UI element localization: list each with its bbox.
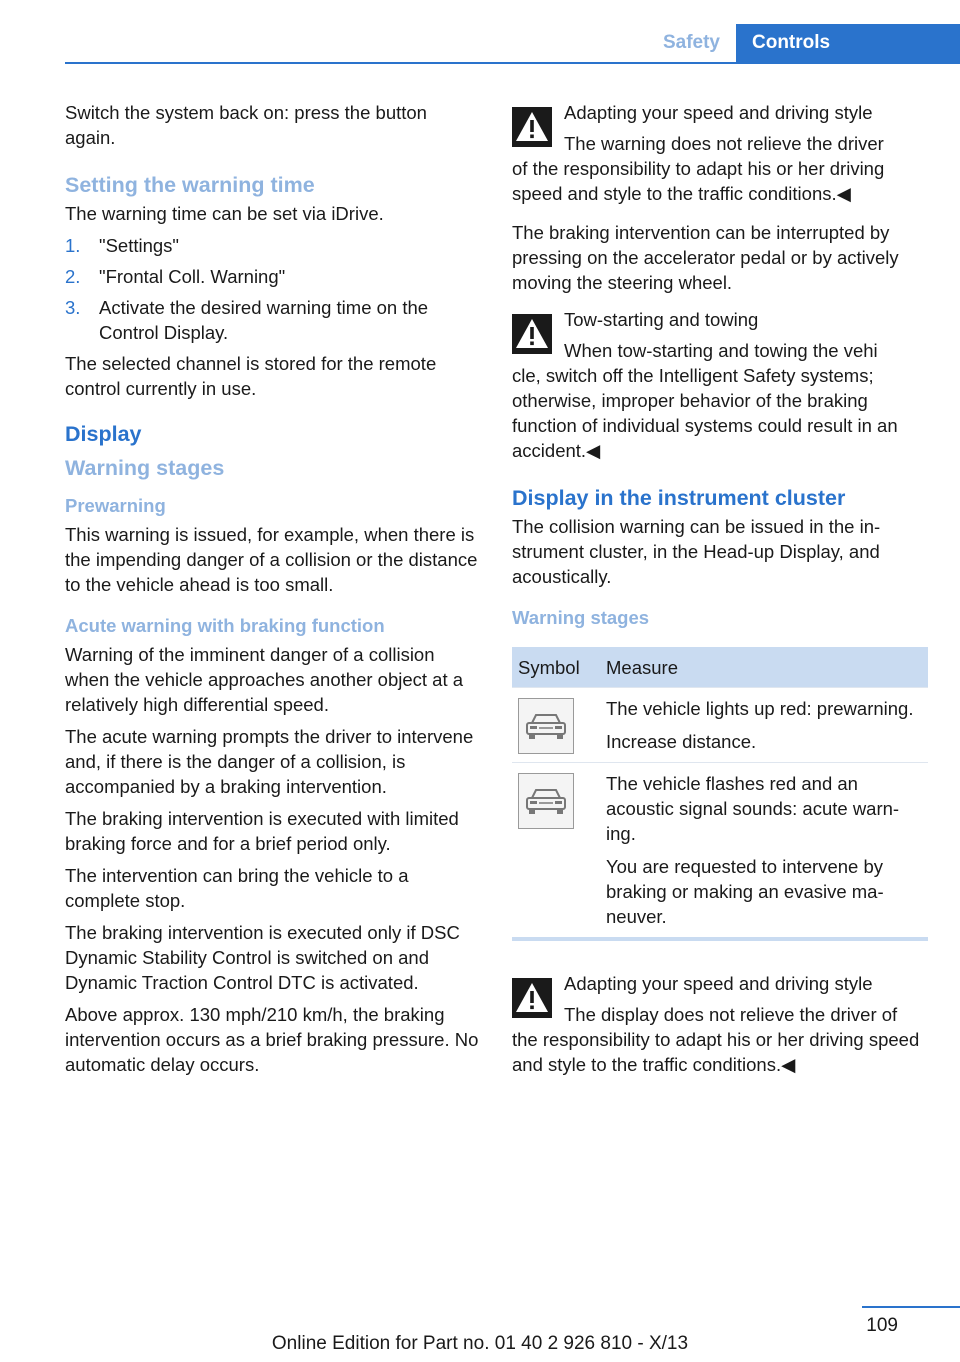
symbol-cell	[512, 688, 600, 763]
warning-first-line: When tow-starting and towing the vehi	[564, 340, 878, 361]
warning-note-head	[512, 307, 928, 363]
symbol-cell	[512, 763, 600, 940]
col-measure: Measure	[600, 647, 928, 688]
measure-text: You are requested to intervene by braking or making an evasive maneuver.	[606, 856, 884, 927]
warning-note-speed	[512, 100, 928, 206]
step-text: "Frontal Coll. Warning"	[99, 266, 286, 287]
measure-cell	[600, 688, 928, 763]
interrupt-text: The braking intervention can be interrupted by pressing on the accelerator pedal or by actively moving the steering wheel.	[512, 222, 899, 293]
tab-safety[interactable]: Safety	[662, 32, 720, 53]
warning-title: Adapting your speed and driving style	[564, 973, 873, 994]
warning-first-line: The display does not relieve the driver of	[564, 1004, 898, 1025]
warning-note-head	[512, 971, 928, 1027]
step-number: 1.	[65, 235, 81, 256]
acute-text-5: The braking intervention is executed only if DSC Dynamic Stability Control is switched on and Dynamic Traction Control DTC is activated.	[65, 922, 460, 993]
steps-list	[65, 233, 480, 345]
switch-on-text: Switch the system back on: press the button again.	[65, 102, 427, 148]
prewarning-text: This warning is issued, for example, when there is the impending danger of a collision or the distance to the vehicle ahead is too small.	[65, 524, 478, 595]
heading-prewarning: Prewarning	[65, 495, 166, 516]
right-column	[512, 100, 928, 1091]
list-item	[65, 233, 480, 258]
warning-body: the responsibility to adapt his or her driving speed and style to the traffic conditions.◀	[512, 1029, 920, 1075]
left-column	[65, 100, 480, 1084]
step-number: 2.	[65, 266, 81, 287]
vehicle-flashing-icon	[518, 773, 574, 829]
step-text: "Settings"	[99, 235, 179, 256]
measure-text: Increase distance.	[606, 731, 757, 752]
acute-text-6: Above approx. 130 mph/210 km/h, the braking intervention occurs as a brief braking pressure. No automatic delay occurs.	[65, 1004, 479, 1075]
heading-warning-stages: Warning stages	[65, 456, 225, 480]
warning-time-text: The warning time can be set via iDrive.	[65, 203, 384, 224]
step-text: Activate the desired warning time on the Control Display.	[99, 297, 429, 343]
heading-display-cluster: Display in the instrument cluster	[512, 486, 846, 510]
acute-text-2: The acute warning prompts the driver to intervene and, if there is the danger of a collision, is accompanied by a braking intervention.	[65, 726, 474, 797]
warning-note-head	[512, 100, 928, 156]
page-header	[65, 24, 960, 64]
warning-title: Tow-starting and towing	[564, 309, 759, 330]
heading-warning-stages-right: Warning stages	[512, 607, 650, 628]
warning-triangle-icon	[512, 978, 552, 1018]
channel-text: The selected channel is stored for the remote control currently in use.	[65, 353, 437, 399]
warning-note-towing	[512, 307, 928, 463]
acute-text-4: The intervention can bring the vehicle to a complete stop.	[65, 865, 409, 911]
cluster-text: The collision warning can be issued in the instrument cluster, in the Head-up Display, and acoustically.	[512, 516, 881, 587]
warning-triangle-icon	[512, 107, 552, 147]
edition-text: Online Edition for Part no. 01 40 2 926 810 - X/13	[271, 1333, 689, 1354]
warning-note-display	[512, 971, 928, 1077]
warning-stages-table	[512, 647, 928, 941]
page-number: 109	[866, 1315, 898, 1336]
step-number: 3.	[65, 297, 81, 318]
tab-controls[interactable]: Controls	[736, 24, 960, 62]
acute-text-3: The braking intervention is executed with limited braking force and for a brief period only.	[65, 808, 459, 854]
table-row	[512, 763, 928, 940]
heading-display: Display	[65, 422, 142, 446]
footer-divider	[862, 1306, 960, 1308]
warning-body: cle, switch off the Intelligent Safety systems; otherwise, improper behavior of the braking function of individual systems could result in an accident.◀	[512, 365, 898, 461]
measure-text: The vehicle lights up red: prewarning.	[606, 698, 914, 719]
warning-title: Adapting your speed and driving style	[564, 102, 873, 123]
table-row	[512, 688, 928, 763]
warning-first-line: The warning does not relieve the driver	[564, 133, 884, 154]
measure-text: The vehicle flashes red and an acoustic signal sounds: acute warning.	[606, 773, 900, 844]
list-item	[65, 264, 480, 289]
acute-text-1: Warning of the imminent danger of a collision when the vehicle approaches another object at a relatively high differential speed.	[65, 644, 464, 715]
heading-acute-warning: Acute warning with braking function	[65, 615, 385, 636]
table-header-row	[512, 647, 928, 688]
warning-body: of the responsibility to adapt his or her driving speed and style to the traffic conditions.◀	[512, 158, 885, 204]
col-symbol: Symbol	[512, 647, 600, 688]
list-item	[65, 295, 480, 345]
measure-cell	[600, 763, 928, 940]
vehicle-red-icon	[518, 698, 574, 754]
warning-triangle-icon	[512, 314, 552, 354]
heading-setting-warning-time: Setting the warning time	[65, 173, 315, 197]
